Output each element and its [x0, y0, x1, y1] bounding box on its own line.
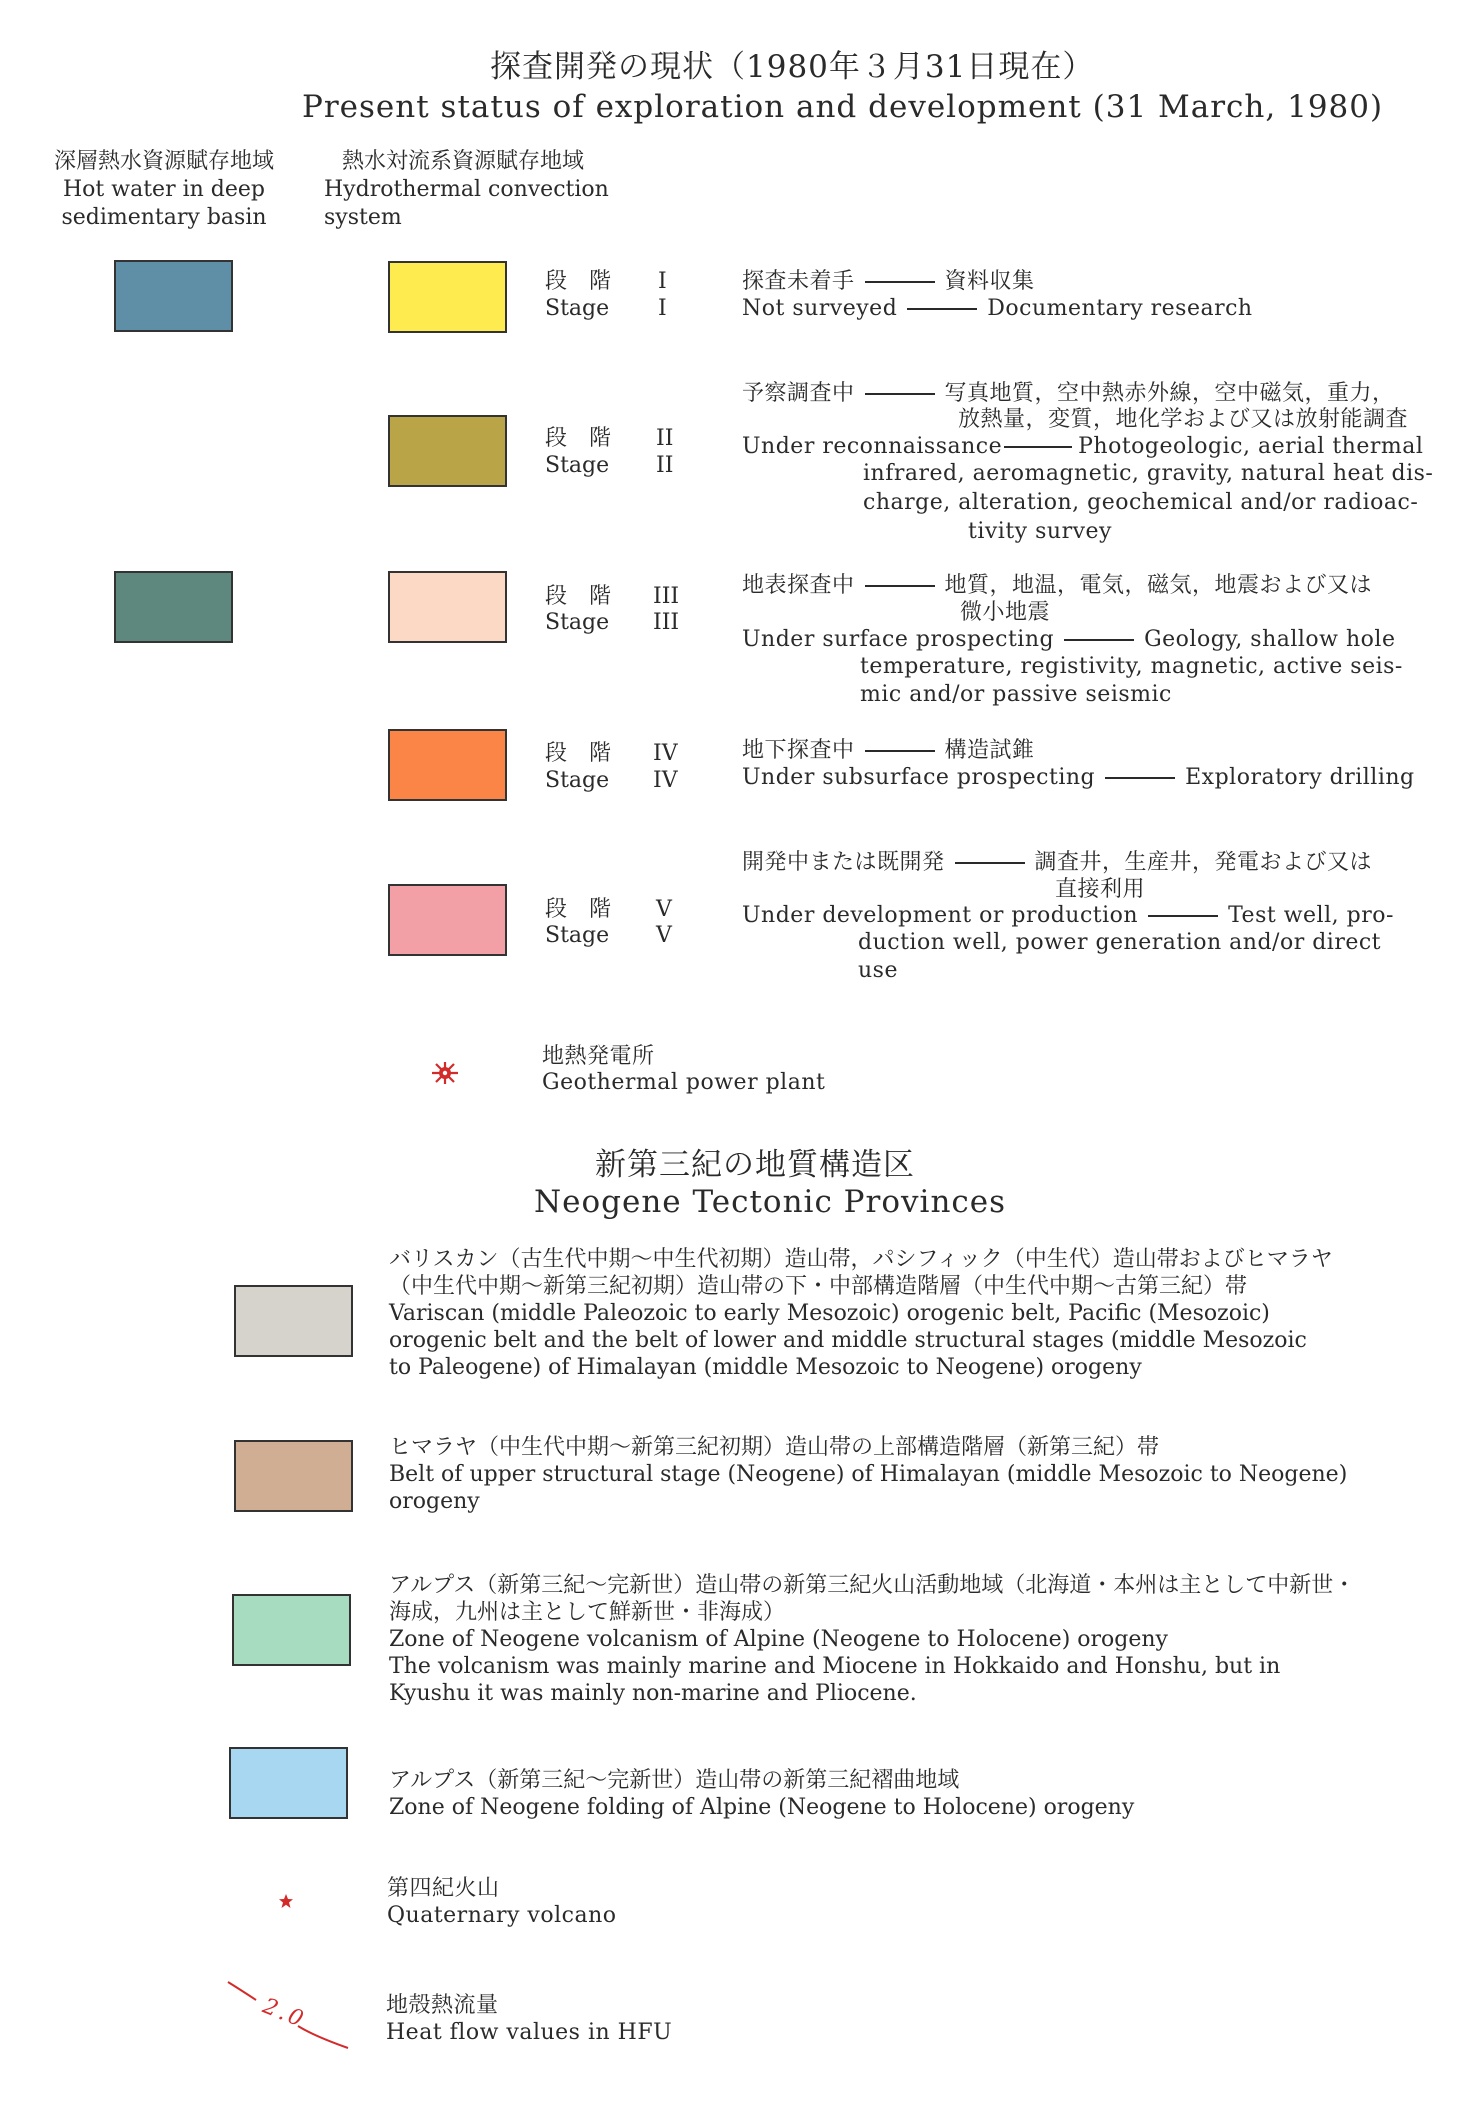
dash-line — [865, 585, 935, 587]
stage-5-label-en: Stage — [545, 923, 610, 948]
column-header-hydro-en-1: Hydrothermal convection — [324, 177, 609, 202]
stage-1-desc-en — [742, 298, 1253, 320]
province-4-text — [389, 1767, 1134, 1821]
province-2-swatch — [234, 1440, 353, 1512]
stage-1-roman-en: I — [658, 296, 667, 321]
province-1-line-1: バリスカン（古生代中期～中生代初期）造山帯，パシフィック（中生代）造山帯およびヒマラヤ — [389, 1247, 1333, 1272]
province-2-line-1: ヒマラヤ（中生代中期～新第三紀初期）造山帯の上部構造階層（新第三紀）帯 — [389, 1435, 1160, 1460]
province-3-line-2: 海成，九州は主として鮮新世・非海成） — [389, 1600, 786, 1625]
province-2-text — [389, 1434, 1347, 1515]
province-1-line-3: Variscan (middle Paleozoic to early Mesozoic) orogenic belt, Pacific (Mesozoic) — [389, 1301, 1270, 1326]
stage-2-swatch — [388, 415, 507, 487]
province-1-line-4: orogenic belt and the belt of lower and middle structural stages (middle Mesozoic — [389, 1328, 1307, 1353]
heat-flow-label-ja: 地殻熱流量 — [386, 1993, 499, 2018]
heat-flow-sample-value: 2.0 — [259, 1993, 310, 2034]
stage-3-swatch — [388, 571, 507, 643]
stage-3-desc-ja-detail-2: 微小地震 — [960, 600, 1051, 625]
power-plant-label-ja: 地熱発電所 — [542, 1044, 655, 1069]
column-header-deep-en-1: Hot water in deep — [63, 177, 265, 202]
stage-1-label-en: Stage — [545, 296, 610, 321]
stage-2-roman-ja: II — [656, 426, 674, 451]
stage-4-desc-ja — [742, 740, 1035, 762]
stage-2-desc-ja-detail-1: 写真地質，空中熱赤外線，空中磁気，重力， — [944, 381, 1395, 406]
column-header-hydro-en-2: system — [324, 205, 402, 230]
stage-2-desc-en-term: Under reconnaissance — [742, 434, 1003, 459]
province-2-line-2: Belt of upper structural stage (Neogene) of Himalayan (middle Mesozoic to Neogene) — [389, 1462, 1348, 1487]
stage-4-label-ja: 段 階 — [545, 741, 612, 766]
province-3-swatch — [232, 1594, 351, 1666]
stage-4-label-en: Stage — [545, 768, 610, 793]
stage-3-roman-ja: III — [653, 584, 680, 609]
stage-4-desc-ja-term: 地下探査中 — [742, 738, 855, 763]
stage-5-desc-en — [742, 905, 1394, 927]
stage-5-desc-en-detail-1: Test well, pro- — [1228, 903, 1394, 928]
provinces-title-en: Neogene Tectonic Provinces — [534, 1184, 1007, 1220]
stage-2-desc-en — [742, 436, 1423, 458]
title-english: Present status of exploration and development (31 March, 1980) — [302, 89, 1384, 125]
stage-5-desc-en-term: Under development or production — [742, 903, 1139, 928]
province-3-line-3: Zone of Neogene volcanism of Alpine (Neogene to Holocene) orogeny — [389, 1627, 1168, 1652]
stage-1-desc-en-term: Not surveyed — [742, 296, 898, 321]
stage-3-desc-ja-term: 地表探査中 — [742, 573, 855, 598]
volcano-label-ja: 第四紀火山 — [387, 1876, 500, 1901]
stage-3-desc-en-detail-1: Geology, shallow hole — [1144, 627, 1396, 652]
stage-4-desc-en-detail: Exploratory drilling — [1185, 765, 1415, 790]
column-header-deep-en-2: sedimentary basin — [61, 205, 267, 230]
province-1-line-2: （中生代中期～新第三紀初期）造山帯の下・中部構造階層（中生代中期～古第三紀）帯 — [389, 1274, 1248, 1299]
stage-5-desc-ja-term: 開発中または既開発 — [742, 850, 945, 875]
stage-5-desc-ja — [742, 852, 1372, 874]
deep-swatch-stage-3 — [114, 571, 233, 643]
stage-5-swatch — [388, 884, 507, 956]
dash-line — [865, 281, 935, 283]
stage-1-roman-ja: I — [658, 269, 667, 294]
stage-1-desc-ja — [742, 271, 1035, 293]
deep-swatch-stage-1 — [114, 260, 233, 332]
column-header-hydrothermal — [324, 148, 609, 232]
stage-2-desc-en-detail-1: Photogeologic, aerial thermal — [1078, 434, 1424, 459]
province-4-line-1: アルプス（新第三紀～完新世）造山帯の新第三紀褶曲地域 — [389, 1768, 960, 1793]
stage-3-desc-ja-detail-1: 地質，地温，電気，磁気，地震および又は — [944, 573, 1373, 598]
stage-2-desc-en-detail-2: infrared, aeromagnetic, gravity, natural heat dis- — [863, 461, 1434, 486]
province-4-line-2: Zone of Neogene folding of Alpine (Neogene to Holocene) orogeny — [389, 1795, 1135, 1820]
stage-3-label-ja: 段 階 — [545, 584, 612, 609]
stage-2-desc-ja-term: 予察調査中 — [742, 381, 855, 406]
province-3-line-4: The volcanism was mainly marine and Miocene in Hokkaido and Honshu, but in — [389, 1654, 1281, 1679]
stage-1-desc-en-detail: Documentary research — [987, 296, 1253, 321]
stage-1-desc-ja-detail: 資料収集 — [944, 269, 1035, 294]
stage-5-roman-ja: V — [656, 897, 672, 922]
dash-line — [865, 750, 935, 752]
power-plant-label-en: Geothermal power plant — [542, 1070, 826, 1095]
stage-4-swatch — [388, 729, 507, 801]
provinces-title-ja: 新第三紀の地質構造区 — [595, 1147, 915, 1183]
dash-line — [1148, 915, 1218, 917]
dash-line — [1064, 639, 1134, 641]
stage-5-desc-ja-detail-1: 調査井，生産井，発電および又は — [1034, 850, 1373, 875]
province-3-line-1: アルプス（新第三紀～完新世）造山帯の新第三紀火山活動地域（北海道・本州は主として中新世・ — [389, 1573, 1356, 1598]
stage-5-desc-en-detail-2: duction well, power generation and/or direct — [858, 930, 1382, 955]
stage-5-label-ja: 段 階 — [545, 897, 612, 922]
stage-5-roman-en: V — [656, 923, 672, 948]
stage-4-desc-ja-detail: 構造試錐 — [944, 738, 1035, 763]
power-plant-icon — [430, 1060, 460, 1086]
volcano-star-icon — [278, 1893, 294, 1909]
stage-2-label-en: Stage — [545, 453, 610, 478]
stage-2-desc-en-detail-4: tivity survey — [968, 519, 1112, 544]
column-header-hydro-ja: 熱水対流系資源賦存地域 — [342, 149, 585, 174]
column-header-deep — [45, 148, 283, 232]
stage-3-desc-en-detail-3: mic and/or passive seismic — [860, 682, 1172, 707]
stage-2-desc-ja-detail-2: 放熱量，変質，地化学および又は放射能調査 — [958, 407, 1409, 432]
stage-5-desc-en-detail-3: use — [858, 958, 898, 983]
dash-line — [907, 308, 977, 310]
volcano-label-en: Quaternary volcano — [387, 1903, 617, 1928]
stage-4-desc-en — [742, 767, 1415, 789]
province-1-text — [389, 1246, 1333, 1381]
province-1-swatch — [234, 1285, 353, 1357]
stage-3-roman-en: III — [653, 610, 680, 635]
heat-flow-label-en: Heat flow values in HFU — [386, 2020, 673, 2045]
column-header-deep-ja: 深層熱水資源賦存地域 — [53, 149, 274, 174]
stage-3-desc-en — [742, 629, 1395, 651]
stage-3-desc-ja — [742, 575, 1372, 597]
stage-1-desc-ja-term: 探査未着手 — [742, 269, 855, 294]
stage-4-roman-ja: IV — [653, 741, 678, 766]
stage-2-desc-en-detail-3: charge, alteration, geochemical and/or radioac- — [863, 490, 1419, 515]
dash-line — [1105, 777, 1175, 779]
stage-1-label-ja: 段 階 — [545, 269, 612, 294]
province-2-line-3: orogeny — [389, 1489, 480, 1514]
stage-4-roman-en: IV — [653, 768, 678, 793]
stage-1-swatch — [388, 261, 507, 333]
stage-3-desc-en-detail-2: temperature, registivity, magnetic, active seis- — [860, 654, 1403, 679]
stage-3-label-en: Stage — [545, 610, 610, 635]
stage-2-label-ja: 段 階 — [545, 426, 612, 451]
stage-5-desc-ja-detail-2: 直接利用 — [1055, 877, 1146, 902]
stage-2-desc-ja — [742, 383, 1395, 405]
province-1-line-5: to Paleogene) of Himalayan (middle Mesozoic to Neogene) orogeny — [389, 1355, 1142, 1380]
stage-4-desc-en-term: Under subsurface prospecting — [742, 765, 1096, 790]
title-japanese: 探査開発の現状（1980年３月31日現在） — [490, 49, 1095, 85]
stage-2-roman-en: II — [656, 453, 674, 478]
stage-3-desc-en-term: Under surface prospecting — [742, 627, 1055, 652]
province-3-text — [389, 1572, 1355, 1707]
province-3-line-5: Kyushu it was mainly non-marine and Pliocene. — [389, 1681, 917, 1706]
dash-line — [1004, 446, 1072, 448]
dash-line — [955, 862, 1025, 864]
dash-line — [865, 393, 935, 395]
province-4-swatch — [229, 1747, 348, 1819]
